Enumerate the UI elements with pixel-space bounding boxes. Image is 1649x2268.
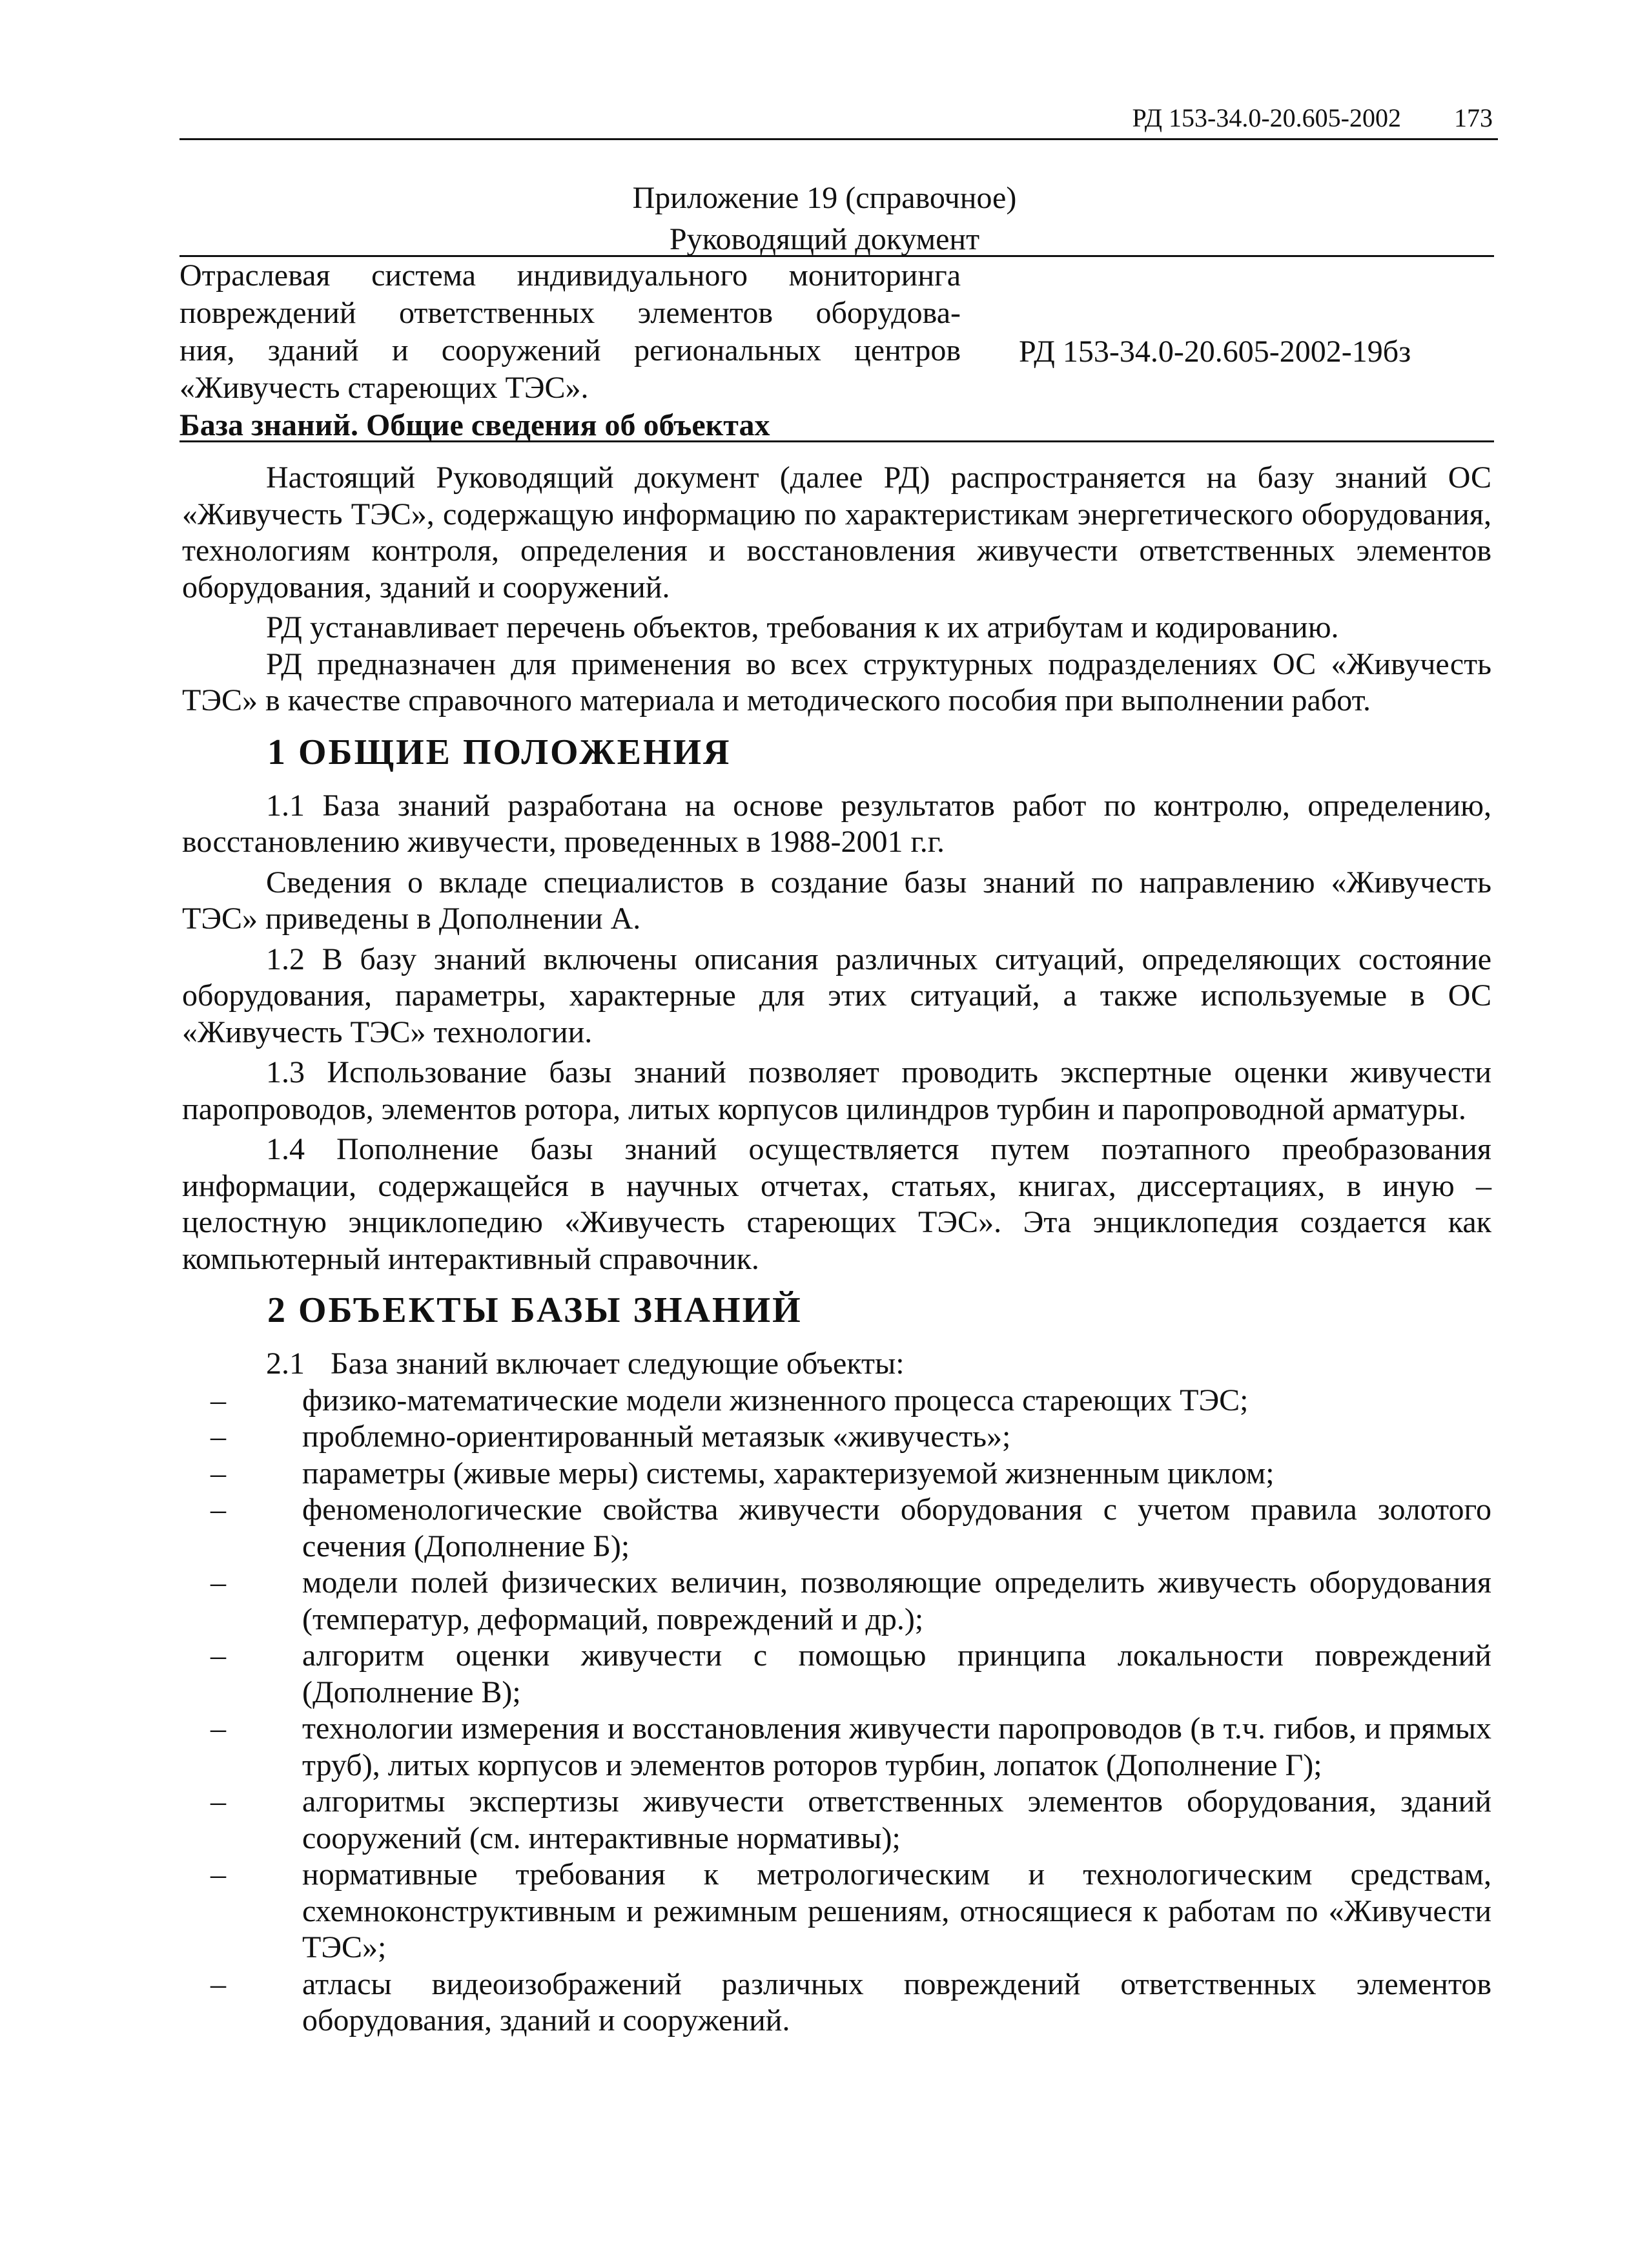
page-number: 173 bbox=[1454, 103, 1493, 132]
dash-bullet: – bbox=[210, 1784, 226, 1819]
list-item-text: алгоритм оценки живучести с помощью принципа локальности повреждений (Дополнение В); bbox=[302, 1638, 1491, 1709]
list-item bbox=[182, 1565, 1491, 1638]
section-heading-1: 1 ОБЩИЕ ПОЛОЖЕНИЯ bbox=[267, 732, 732, 772]
clause-number: 2.1 bbox=[266, 1346, 305, 1381]
dash-bullet: – bbox=[210, 1565, 226, 1600]
list-item bbox=[182, 1638, 1491, 1711]
title-line: повреждений ответственных элементов оборудова- bbox=[179, 296, 961, 330]
intro-paragraph: РД устанавливает перечень объектов, требования к их атрибутам и кодированию. bbox=[266, 610, 1339, 644]
dash-bullet: – bbox=[210, 1419, 226, 1454]
appendix-label: Приложение 19 (справочное) bbox=[632, 181, 1017, 215]
title-line: ния, зданий и сооружений региональных центров bbox=[179, 333, 961, 367]
list-item-text: параметры (живые меры) системы, характеризуемой жизненным циклом; bbox=[302, 1456, 1275, 1490]
list-item-text: физико-математические модели жизненного процесса стареющих ТЭС; bbox=[302, 1383, 1249, 1418]
list-item-text: технологии измерения и восстановления живучести паропроводов (в т.ч. гибов, и прямых труб), литых корпусов и элементов роторов турбин, лопаток (Дополнение Г); bbox=[302, 1711, 1491, 1782]
dash-bullet: – bbox=[210, 1711, 226, 1746]
objects-list bbox=[182, 1383, 1491, 2039]
document-body bbox=[182, 460, 1491, 2039]
intro-paragraph: Настоящий Руководящий документ (далее РД) распространяется на базу знаний ОС «Живучесть ТЭС», содержащую информацию по характеристикам энергетического оборудования, технологиям контроля, определения и восстановления живучести ответственных элементов оборудования, зданий и сооружений. bbox=[182, 460, 1491, 604]
running-header bbox=[179, 97, 1498, 140]
document-title bbox=[179, 257, 961, 407]
document-subtitle: База знаний. Общие сведения об объектах bbox=[179, 408, 770, 442]
intro-paragraph: РД предназначен для применения во всех структурных подразделениях ОС «Живучесть ТЭС» в качестве справочного материала и методического пособия при выполнении работ. bbox=[182, 646, 1491, 717]
list-item-text: феноменологические свойства живучести оборудования с учетом правила золотого сечения (Дополнение Б); bbox=[302, 1492, 1491, 1563]
dash-bullet: – bbox=[210, 1492, 226, 1527]
title-line: «Живучесть стареющих ТЭС». bbox=[179, 371, 589, 405]
list-item-text: атласы видеоизображений различных повреждений ответственных элементов оборудования, зданий и сооружений. bbox=[302, 1966, 1491, 2037]
list-item bbox=[182, 1456, 1491, 1492]
title-line: Отраслевая система индивидуального мониторинга bbox=[179, 258, 961, 293]
list-item bbox=[182, 1857, 1491, 1966]
list-item-text: модели полей физических величин, позволяющие определить живучесть оборудования (температур, деформаций, повреждений и др.); bbox=[302, 1565, 1491, 1636]
appendix-heading bbox=[0, 178, 1649, 260]
dash-bullet: – bbox=[210, 1966, 226, 2001]
dash-bullet: – bbox=[210, 1857, 226, 1892]
section-paragraph: 1.1 База знаний разработана на основе результатов работ по контролю, определению, восстановлению живучести, проведенных в 1988-2001 г.г. bbox=[182, 788, 1491, 859]
list-item bbox=[182, 1419, 1491, 1456]
list-item bbox=[182, 1711, 1491, 1784]
list-item bbox=[182, 1784, 1491, 1857]
dash-bullet: – bbox=[210, 1456, 226, 1490]
section-paragraph: 1.4 Пополнение базы знаний осуществляется путем поэтапного преобразования информации, содержащейся в научных отчетах, статьях, книгах, диссертациях, в иную – целостную энциклопедию «Живучесть стареющих ТЭС». Эта энциклопедия создается как компьютерный интерактивный справочник. bbox=[182, 1132, 1491, 1276]
section-paragraph: 1.3 Использование базы знаний позволяет проводить экспертные оценки живучести паропроводов, элементов ротора, литых корпусов цилиндров турбин и паропроводной арматуры. bbox=[182, 1055, 1491, 1126]
header-doc-code: РД 153-34.0-20.605-2002 bbox=[1132, 103, 1401, 132]
list-item-text: проблемно-ориентированный метаязык «живучесть»; bbox=[302, 1419, 1011, 1454]
list-item-text: алгоритмы экспертизы живучести ответственных элементов оборудования, зданий сооружений (см. интерактивные нормативы); bbox=[302, 1784, 1491, 1855]
list-item bbox=[182, 1492, 1491, 1565]
title-block bbox=[179, 257, 1494, 442]
document-number: РД 153-34.0-20.605-2002-19бз bbox=[1019, 335, 1411, 369]
section-paragraph bbox=[182, 1346, 1491, 1383]
doc-type-label: Руководящий документ bbox=[669, 222, 980, 256]
dash-bullet: – bbox=[210, 1638, 226, 1673]
section-paragraph: 1.2 В базу знаний включены описания различных ситуаций, определяющих состояние оборудования, параметры, характерные для этих ситуаций, а также используемые в ОС «Живучесть ТЭС» технологии. bbox=[182, 942, 1491, 1049]
clause-text: База знаний включает следующие объекты: bbox=[331, 1346, 905, 1381]
section-heading-2: 2 ОБЪЕКТЫ БАЗЫ ЗНАНИЙ bbox=[267, 1290, 803, 1330]
section-paragraph: Сведения о вкладе специалистов в создание базы знаний по направлению «Живучесть ТЭС» приведены в Дополнении А. bbox=[182, 865, 1491, 936]
list-item bbox=[182, 1383, 1491, 1419]
dash-bullet: – bbox=[210, 1383, 226, 1418]
list-item bbox=[182, 1966, 1491, 2039]
list-item-text: нормативные требования к метрологическим и технологическим средствам, схемноконструктивным и режимным решениям, относящиеся к работам по «Живучести ТЭС»; bbox=[302, 1857, 1491, 1964]
